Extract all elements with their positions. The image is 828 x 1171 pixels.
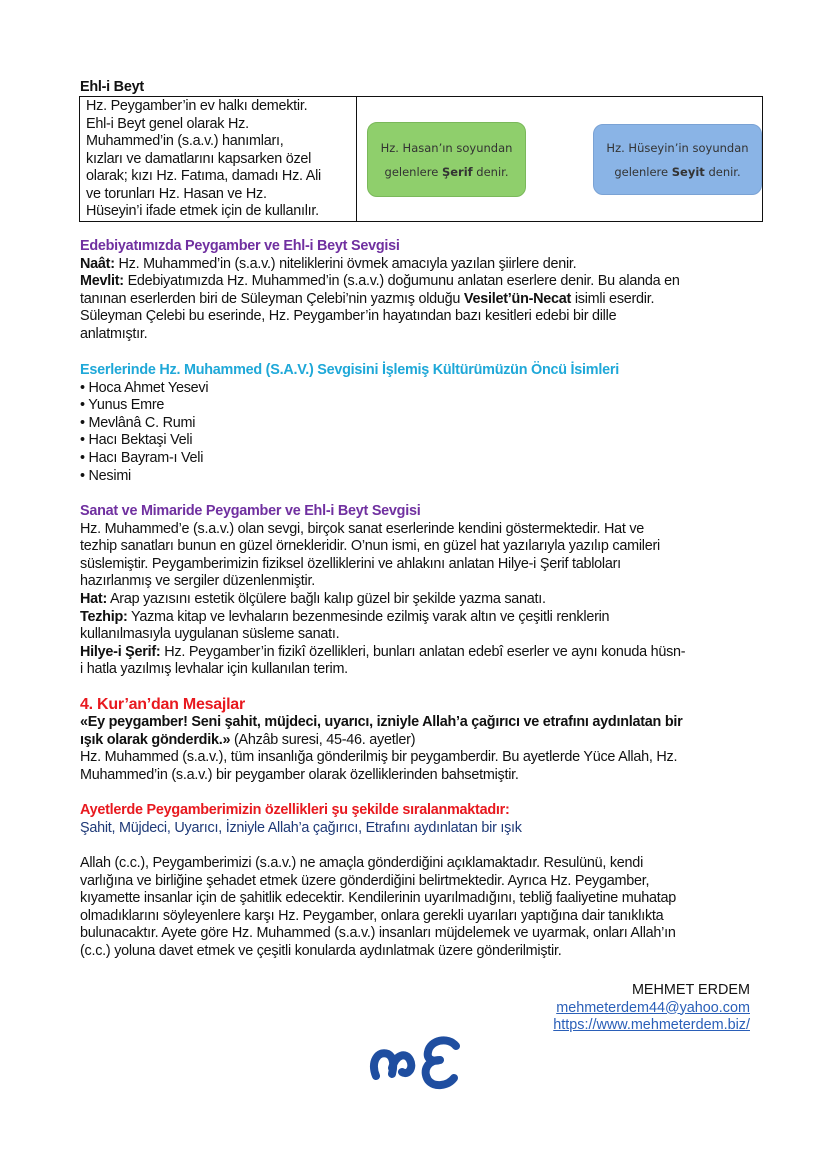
- section-heading: Sanat ve Mimaride Peygamber ve Ehl-i Beyt Sevgisi: [80, 503, 421, 519]
- text: Arap yazısını estetik ölçülere bağlı kalıp güzel bir şekilde yazma sanatı.: [106, 590, 546, 607]
- text-line: Muhammed’in (s.a.v.) hanımları,: [86, 133, 284, 149]
- text-line: Hz. Muhammed’e (s.a.v.) olan sevgi, birçok sanat eserlerinde kendini göstermektedir. Hat ve: [80, 520, 645, 537]
- text-line: anlatmıştır.: [80, 325, 148, 342]
- text-line: süslemiştir. Peygamberimizin fiziksel özelliklerini ve ahlakını anlatan Hilye-i Şerif tabloları: [80, 555, 621, 572]
- text: tanınan eserlerden biri de Süleyman Çelebi’nin yazmış olduğu: [80, 290, 464, 307]
- text: ışık olarak gönderdik.»: [80, 731, 231, 748]
- verse-source: (Ahzâb suresi, 45-46. ayetler): [230, 731, 416, 748]
- text-line: Ehl-i Beyt genel olarak Hz.: [86, 115, 249, 132]
- author-logo-icon: [368, 1032, 464, 1092]
- serif-box-line1: Hz. Hasan’ın soyundan: [380, 140, 513, 155]
- text-line: Hz. Peygamber’in ev halkı demektir.: [86, 98, 308, 114]
- mevlit-definition: [80, 273, 760, 291]
- text-line: olarak; kızı Hz. Fatıma, damadı Hz. Ali: [86, 168, 321, 184]
- author-signature: [553, 982, 750, 1035]
- text: «Ey peygamber! Seni şahit, müjdeci, uyarıcı, izniyle Allah’a çağırıcı ve etrafını aydınlatan bir: [80, 714, 683, 730]
- section-heading: Edebiyatımızda Peygamber ve Ehl-i Beyt Sevgisi: [80, 238, 400, 254]
- text: Yazma kitap ve levhaların bezenmesinde ezilmiş varak altın ve çeşitli renklerin: [127, 608, 610, 625]
- verse-quote: [80, 714, 760, 732]
- term-label: Hat:: [80, 590, 107, 607]
- text-line: Muhammed’in (s.a.v.) bir peygamber olarak özelliklerinden bahsetmiştir.: [80, 766, 519, 783]
- text-line: i hatla yazılmış levhalar için kullanılan terim.: [80, 661, 348, 678]
- serif-box: [367, 122, 526, 197]
- text: gelenlere: [614, 164, 672, 179]
- term-label: Hilye-i Şerif:: [80, 643, 161, 660]
- ozellikler-section: [80, 802, 760, 837]
- verse-quote-end: [80, 732, 760, 750]
- text-line: tezhip sanatları bunun en güzel örnekleridir. O’nun ismi, en güzel hat yazılarıyla yazılıp camileri: [80, 538, 660, 555]
- section-heading: Eserlerinde Hz. Muhammed (S.A.V.) Sevgisini İşlemiş Kültürümüzün Öncü İsimleri: [80, 362, 619, 378]
- text-line: (c.c.) yoluna davet etmek ve çeşitli konularda aydınlatmak üzere gönderilmiştir.: [80, 942, 562, 959]
- text-line: Hüseyin’i ifade etmek için de kullanılır.: [86, 203, 319, 219]
- hilye-definition: [80, 644, 760, 662]
- serif-term: Şerif: [441, 164, 473, 179]
- text: denir.: [472, 164, 509, 179]
- text-line: bulunacaktır. Ayete göre Hz. Muhammed (s.a.v.) insanları müjdelemek ve uyarmak, onları Allah’ın: [80, 925, 676, 942]
- oncu-isimler-section: [80, 362, 760, 485]
- text-line: Süleyman Çelebi bu eserinde, Hz. Peygamber’in hayatından bazı kesitleri edebi bir dille: [80, 308, 617, 325]
- hat-definition: [80, 591, 760, 609]
- list-item: • Hacı Bektaşi Veli: [80, 432, 193, 449]
- text-line: Allah (c.c.), Peygamberimizi (s.a.v.) ne amaçla gönderdiğini açıklamaktadır. Resulünü, kendi: [80, 855, 644, 871]
- ehl-i-beyt-description: [80, 97, 357, 222]
- ehl-i-beyt-title: Ehl-i Beyt: [80, 79, 144, 95]
- work-title: Vesilet’ün-Necat: [463, 290, 572, 307]
- edebiyat-section: [80, 238, 760, 344]
- naat-definition: [80, 256, 760, 274]
- seyit-box-line2: [594, 160, 761, 184]
- text: Hz. Peygamber’in fizikî özellikleri, bunları anlatan edebî eserler ve aynı konuda hüsn-: [160, 643, 686, 660]
- author-name: MEHMET ERDEM: [631, 982, 750, 998]
- seyit-box: [593, 124, 762, 195]
- seyit-box-line1: Hz. Hüseyin’in soyundan: [606, 140, 749, 155]
- website-link[interactable]: https://www.mehmeterdem.biz/: [553, 1017, 750, 1033]
- text-line: [80, 291, 760, 309]
- sanat-section: [80, 503, 760, 679]
- text-line: kıyamette insanlar için de şahitlik edecektir. Kendilerinin uyarılmadığını, tebliğ faaliyetine muhatap: [80, 890, 677, 907]
- list-item: • Mevlânâ C. Rumi: [80, 414, 196, 431]
- list-item: • Yunus Emre: [80, 397, 165, 414]
- text: isimli eserdir.: [571, 290, 655, 307]
- list-item: • Hacı Bayram-ı Veli: [80, 449, 204, 466]
- section-heading: Ayetlerde Peygamberimizin özellikleri şu şekilde sıralanmaktadır:: [80, 802, 510, 818]
- text-line: olmadıklarını söyleyenlere karşı Hz. Peygamber, onlara gerekli uyarıları yaptığına dair tanıklıkta: [80, 907, 664, 924]
- text-line: kullanılmasıyla uygulanan süsleme sanatı.: [80, 626, 340, 643]
- seyit-term: Seyit: [671, 164, 705, 179]
- tezhip-definition: [80, 609, 760, 627]
- serif-box-line2: [368, 160, 525, 184]
- email-link[interactable]: mehmeterdem44@yahoo.com: [556, 999, 750, 1016]
- list-item: • Nesimi: [80, 467, 132, 484]
- text: gelenlere: [384, 164, 442, 179]
- text-line: ve torunları Hz. Hasan ve Hz.: [86, 185, 267, 202]
- term-label: Tezhip:: [80, 608, 128, 625]
- text-line: hazırlanmış ve sergiler düzenlenmiştir.: [80, 573, 315, 590]
- text-line: varlığına ve birliğine şehadet etmek üzere gönderdiğini belirtmektedir. Ayrıca Hz. Peygamber,: [80, 872, 650, 889]
- section-heading: 4. Kur’an’dan Mesajlar: [80, 696, 245, 713]
- text-line: kızları ve damatlarını kapsarken özel: [86, 150, 312, 167]
- text-line: Hz. Muhammed (s.a.v.), tüm insanlığa gönderilmiş bir peygamberdir. Bu ayetlerde Yüce Allah, Hz.: [80, 749, 678, 766]
- attributes-list: Şahit, Müjdeci, Uyarıcı, İzniyle Allah’a çağırıcı, Etrafını aydınlatan bir ışık: [80, 819, 522, 836]
- kuran-section: [80, 696, 760, 784]
- aciklama-section: [80, 855, 760, 961]
- term-label: Mevlit:: [80, 273, 124, 290]
- term-label: Naât:: [80, 255, 115, 272]
- list-item: • Hoca Ahmet Yesevi: [80, 379, 209, 396]
- text: Hz. Muhammed’in (s.a.v.) niteliklerini övmek amacıyla yazılan şiirlere denir.: [114, 255, 577, 272]
- text: denir.: [704, 164, 741, 179]
- text: Edebiyatımızda Hz. Muhammed’in (s.a.v.) doğumunu anlatan eserlere denir. Bu alanda en: [123, 273, 680, 290]
